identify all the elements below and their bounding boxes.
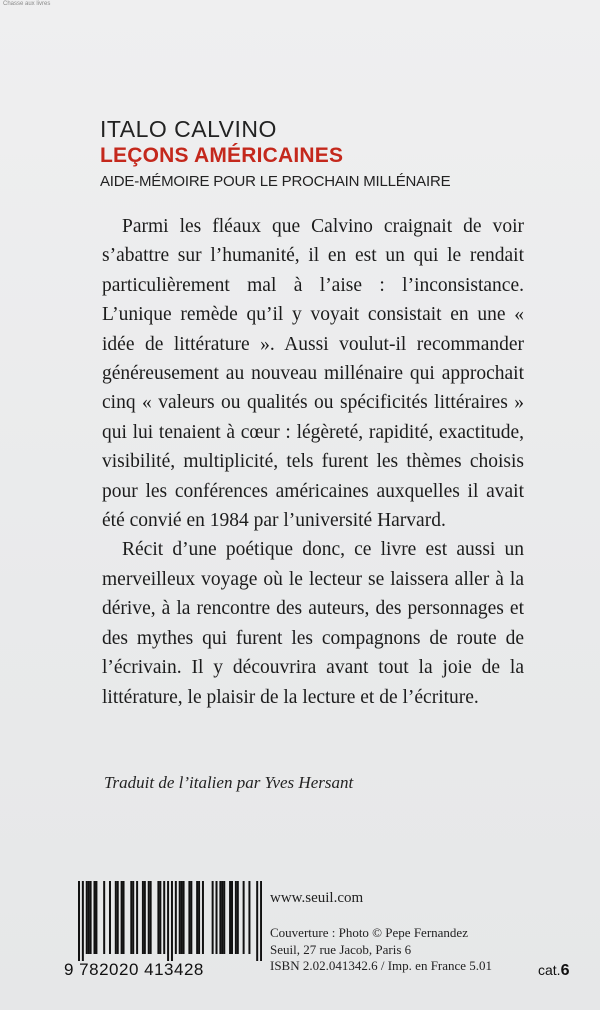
barcode-bar xyxy=(95,881,97,954)
barcode-bar xyxy=(90,881,92,954)
barcode-bar xyxy=(130,881,132,954)
barcode-bar xyxy=(221,881,223,954)
blurb-paragraph-1: Parmi les fléaux que Calvino craignait de voir s’abattre sur l’humanité, il en est un qui le rendait particulièrement mal à l’aise : l’inconsistance. L’unique remède qu’il y voyait consistait en une « idée de littérature ». Aussi voulut-il recommander généreusement au nouveau millénaire qui approchait cinq « valeurs ou qualités ou spécificités littéraires » qui lui tenaient à cœur : légèreté, rapidité, exactitude, visibilité, multiplicité, tels furent les thèmes choisis pour les conférences américaines auxquelles il avait été convié en 1984 par l’université Harvard. xyxy=(102,216,524,532)
barcode-bar xyxy=(78,881,80,961)
barcode-bar xyxy=(132,881,134,954)
barcode-bar xyxy=(117,881,119,954)
barcode-bar xyxy=(235,881,237,954)
barcode-bar xyxy=(142,881,144,954)
barcode-bar xyxy=(229,881,231,954)
barcode-bar xyxy=(179,881,181,954)
barcode-digits: 9 782020 413428 xyxy=(64,960,204,979)
barcode-bar xyxy=(93,881,95,954)
barcode-bar xyxy=(243,881,245,954)
cover-credit: Couverture : Photo © Pepe Fernandez xyxy=(270,925,468,940)
category-label xyxy=(538,962,569,980)
barcode-bar xyxy=(86,881,88,954)
barcode-bar xyxy=(88,881,90,954)
barcode-bar xyxy=(123,881,125,954)
barcode-bar xyxy=(212,881,214,954)
barcode-bar xyxy=(188,881,190,954)
publisher-website[interactable]: www.seuil.com xyxy=(270,890,364,906)
author-name: ITALO CALVINO xyxy=(100,116,277,142)
barcode-bar xyxy=(237,881,239,954)
barcode-bar xyxy=(109,881,111,954)
category-number: 6 xyxy=(560,962,570,979)
barcode-image xyxy=(78,881,262,961)
barcode-bar xyxy=(248,881,250,954)
isbn-line: ISBN 2.02.041342.6 / Imp. en France 5.01 xyxy=(270,958,493,973)
barcode-bar xyxy=(82,881,84,961)
barcode-bar xyxy=(136,881,138,954)
barcode-bar xyxy=(256,881,258,961)
barcode-bar xyxy=(223,881,225,954)
publisher-address: Seuil, 27 rue Jacob, Paris 6 xyxy=(270,941,412,957)
barcode-bar xyxy=(183,881,185,954)
book-title: LEÇONS AMÉRICAINES xyxy=(100,144,344,167)
colophon xyxy=(270,925,492,975)
barcode-bar xyxy=(115,881,117,954)
barcode-bar xyxy=(171,881,173,961)
category-prefix: cat. xyxy=(538,962,561,978)
barcode-bar xyxy=(260,881,262,961)
barcode-bar xyxy=(216,881,218,954)
barcode-bar xyxy=(157,881,159,954)
translator-credit: Traduit de l’italien par Yves Hersant xyxy=(104,773,354,792)
barcode-bar xyxy=(159,881,161,954)
barcode-bar xyxy=(175,881,177,954)
barcode-bar xyxy=(196,881,198,954)
barcode-bar xyxy=(144,881,146,954)
barcode-bar xyxy=(103,881,105,954)
barcode-bar xyxy=(121,881,123,954)
barcode-bar xyxy=(202,881,204,954)
barcode-bar xyxy=(190,881,192,954)
barcode-bar xyxy=(163,881,165,954)
barcode-bar xyxy=(198,881,200,954)
barcode-bar xyxy=(231,881,233,954)
barcode-bar xyxy=(181,881,183,954)
blurb-text xyxy=(102,212,524,712)
book-subtitle: AIDE-MÉMOIRE POUR LE PROCHAIN MILLÉNAIRE xyxy=(100,173,451,190)
barcode-bar xyxy=(148,881,150,954)
blurb-paragraph-2: Récit d’une poétique donc, ce livre est aussi un merveilleux voyage où le lecteur se laissera aller à la dérive, à la rencontre des auteurs, des personnages et des mythes qui furent les compagnons de route de l’écrivain. Il y découvrira avant tout la joie de la littérature, le plaisir de la lecture et de l’écriture. xyxy=(102,539,524,708)
barcode-bar xyxy=(150,881,152,954)
watermark-label: Chasse aux livres xyxy=(3,1,51,7)
barcode-bar xyxy=(167,881,169,961)
barcode-bar xyxy=(219,881,221,954)
